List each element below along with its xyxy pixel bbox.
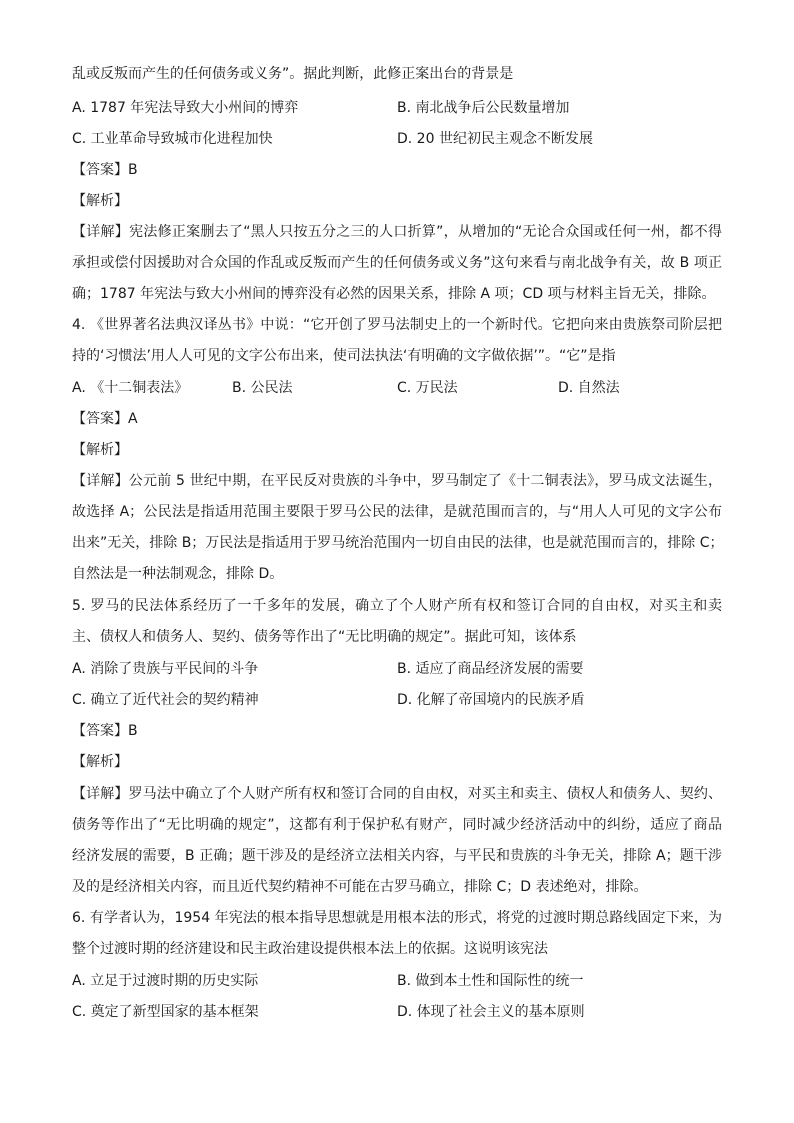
question-5-option-a: A. 消除了贵族与平民间的斗争 — [72, 661, 259, 677]
question-3-answer: 【答案】B — [72, 162, 138, 178]
question-4-option-c: C. 万民法 — [397, 380, 458, 396]
question-5-detail-line-3: 经济发展的需要，B 正确；题干涉及的是经济立法相关内容，与平民和贵族的斗争无关，排除 A；题干涉 — [72, 848, 722, 864]
question-6-stem-line-1: 6. 有学者认为，1954 年宪法的根本指导思想就是用根本法的形式，将党的过渡时期总路线固定下来，为 — [72, 910, 722, 926]
question-6-option-b: B. 做到本土性和国际性的统一 — [397, 973, 584, 989]
question-4-detail-line-3: 出来”无关，排除 B；万民法是指适用于罗马统治范围内一切自由民的法律，也是就范围而言的，排除 C； — [72, 535, 724, 551]
question-4-stem-line-1: 4. 《世界著名法典汉译丛书》中说：“它开创了罗马法制史上的一个新时代。它把向来由贵族祭司阶层把 — [72, 317, 722, 333]
question-4-detail-line-1: 【详解】公元前 5 世纪中期，在平民反对贵族的斗争中，罗马制定了《十二铜表法》，罗马成文法诞生， — [72, 473, 722, 489]
question-6-option-c: C. 奠定了新型国家的基本框架 — [72, 1004, 259, 1020]
question-4-analysis-heading: 【解析】 — [72, 442, 128, 458]
question-5-option-c: C. 确立了近代社会的契约精神 — [72, 692, 259, 708]
question-3-option-c: C. 工业革命导致城市化进程加快 — [72, 131, 273, 147]
question-3-option-d: D. 20 世纪初民主观念不断发展 — [397, 131, 593, 147]
question-6-stem-line-2: 整个过渡时期的经济建设和民主政治建设提供根本法上的依据。这说明该宪法 — [72, 941, 548, 957]
question-3-stem-tail: 乱或反叛而产生的任何债务或义务”。据此判断，此修正案出台的背景是 — [72, 66, 514, 82]
question-5-answer: 【答案】B — [72, 723, 138, 739]
question-5-option-b: B. 适应了商品经济发展的需要 — [397, 661, 584, 677]
question-4-answer: 【答案】A — [72, 411, 138, 427]
question-3-detail-line-3: 确；1787 年宪法与致大小州间的博弈没有必然的因果关系，排除 A 项；CD 项与材料主旨无关，排除。 — [72, 286, 716, 302]
question-3-detail-line-1: 【详解】宪法修正案删去了“黑人只按五分之三的人口折算”，从增加的“无论合众国或任何一州，都不得 — [72, 224, 722, 240]
question-5-detail-line-1: 【详解】罗马法中确立了个人财产所有权和签订合同的自由权，对买主和卖主、债权人和债务人、契约、 — [72, 786, 722, 802]
question-4-option-b: B. 公民法 — [232, 380, 293, 396]
question-5-detail-line-4: 及的是经济相关内容，而且近代契约精神不可能在古罗马确立，排除 C；D 表述绝对，排除。 — [72, 879, 648, 895]
question-5-stem-line-2: 主、债权人和债务人、契约、债务等作出了“无比明确的规定”。据此可知，该体系 — [72, 629, 577, 645]
question-6-option-d: D. 体现了社会主义的基本原则 — [397, 1004, 585, 1020]
question-3-option-b: B. 南北战争后公民数量增加 — [397, 100, 570, 116]
question-4-option-d: D. 自然法 — [558, 380, 620, 396]
question-6-option-a: A. 立足于过渡时期的历史实际 — [72, 973, 259, 989]
question-5-stem-line-1: 5. 罗马的民法体系经历了一千多年的发展，确立了个人财产所有权和签订合同的自由权，对买主和卖 — [72, 598, 722, 614]
question-5-option-d: D. 化解了帝国境内的民族矛盾 — [397, 692, 585, 708]
question-4-detail-line-2: 故选择 A；公民法是指适用范围主要限于罗马公民的法律，是就范围而言的，与“用人人可见的文字公布 — [72, 504, 722, 520]
question-5-detail-line-2: 债务等作出了“无比明确的规定”，这都有利于保护私有财产，同时减少经济活动中的纠纷，适应了商品 — [72, 817, 722, 833]
question-3-option-a: A. 1787 年宪法导致大小州间的博弈 — [72, 100, 299, 116]
question-3-detail-line-2: 承担或偿付因援助对合众国的作乱或反叛而产生的任何债务或义务”这句来看与南北战争有关，故 B 项正 — [72, 255, 722, 271]
question-5-analysis-heading: 【解析】 — [72, 754, 128, 770]
question-4-option-a: A. 《十二铜表法》 — [72, 380, 189, 396]
question-4-stem-line-2: 持的‘习惯法’用人人可见的文字公布出来，使司法执法‘有明确的文字做依据’”。“它”是指 — [72, 348, 616, 364]
question-4-detail-line-4: 自然法是一种法制观念，排除 D。 — [72, 566, 284, 582]
question-3-analysis-heading: 【解析】 — [72, 193, 128, 209]
